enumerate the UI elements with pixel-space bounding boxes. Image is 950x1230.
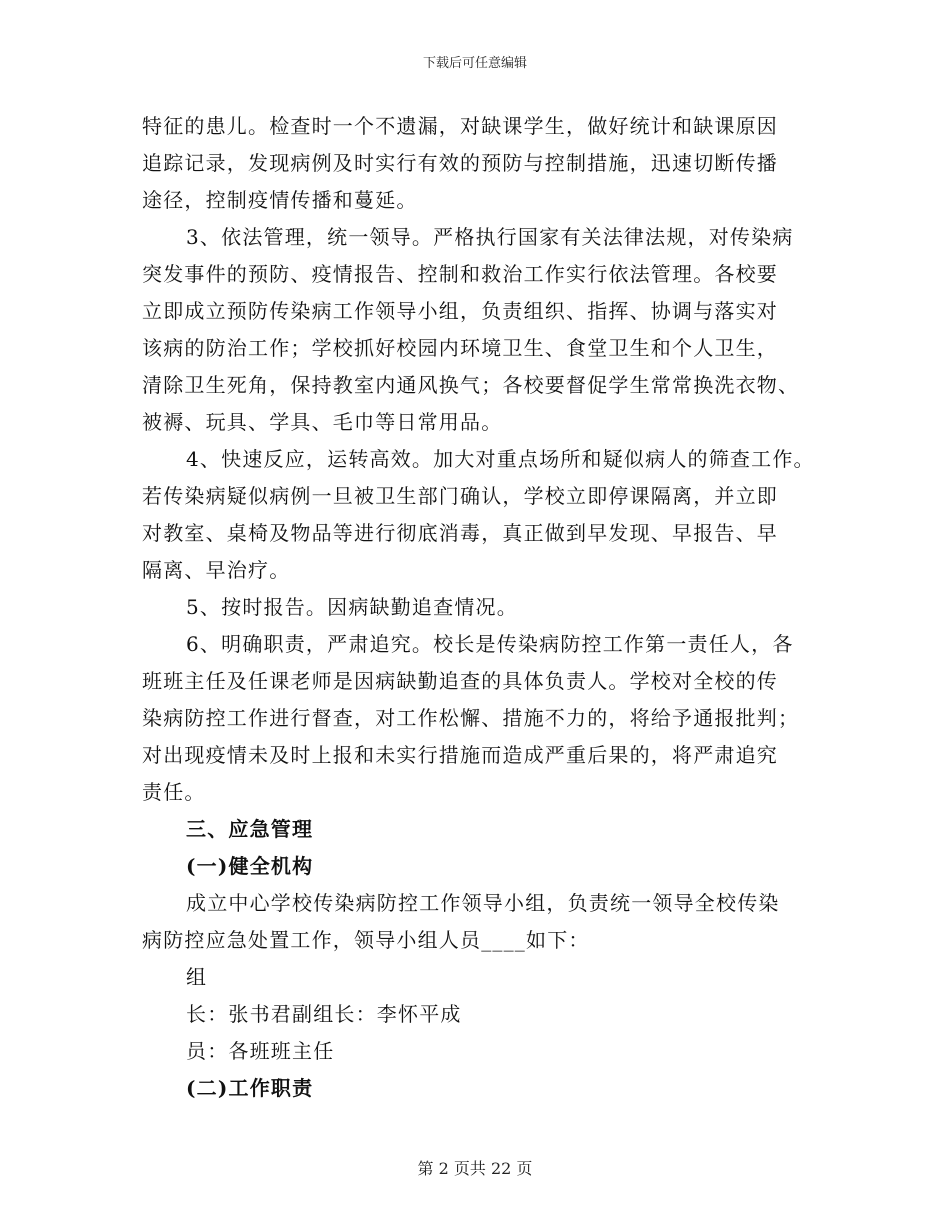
paragraph-line: 追踪记录，发现病例及时实行有效的预防与控制措施，迅速切断传播 [142,151,778,175]
paragraph-line: 突发事件的预防、疫情报告、控制和救治工作实行依法管理。各校要 [142,262,778,286]
subsection-heading: (一)健全机构 [186,854,314,878]
paragraph-line: 特征的患儿。检查时一个不遗漏，对缺课学生，做好统计和缺课原因 [142,114,778,138]
paragraph-line: 成立中心学校传染病防控工作领导小组，负责统一领导全校传染 [186,891,780,915]
paragraph-line: 若传染病疑似病例一旦被卫生部门确认，学校立即停课隔离，并立即 [142,484,778,508]
page-header: 下载后可任意编辑 [422,56,527,71]
paragraph-line: 4、快速反应，运转高效。加大对重点场所和疑似病人的筛查工作。 [186,447,815,471]
paragraph-line: 6、明确职责，严肃追究。校长是传染病防控工作第一责任人，各 [186,632,794,656]
paragraph-line: 该病的防治工作；学校抓好校园内环境卫生、食堂卫生和个人卫生， [142,336,778,360]
paragraph-line: 对教室、桌椅及物品等进行彻底消毒，真正做到早发现、早报告、早 [142,521,778,545]
paragraph-line: 员：各班班主任 [186,1039,335,1063]
paragraph-line: 责任。 [142,780,206,804]
paragraph-line: 染病防控工作进行督查，对工作松懈、措施不力的，将给予通报批判； [142,706,800,730]
paragraph-line: 组 [186,965,208,989]
paragraph-line: 隔离、早治疗。 [142,558,291,582]
section-heading: 三、应急管理 [186,817,314,841]
paragraph-line: 清除卫生死角，保持教室内通风换气；各校要督促学生常常换洗衣物、 [142,373,800,397]
subsection-heading: (二)工作职责 [186,1076,314,1100]
paragraph-line: 长：张书君副组长：李怀平成 [186,1002,462,1026]
paragraph-line: 班班主任及任课老师是因病缺勤追查的具体负责人。学校对全校的传 [142,669,778,693]
paragraph-line: 被褥、玩具、学具、毛巾等日常用品。 [142,410,503,434]
paragraph-line: 对出现疫情未及时上报和未实行措施而造成严重后果的，将严肃追究 [142,743,778,767]
paragraph-line: 5、按时报告。因病缺勤追查情况。 [186,595,518,619]
paragraph-line: 3、依法管理，统一领导。严格执行国家有关法律法规，对传染病 [186,225,794,249]
document-body [142,108,822,1107]
paragraph-line: 病防控应急处置工作，领导小组人员____如下： [142,928,590,952]
page-footer: 第 2 页共 22 页 [417,1159,533,1178]
paragraph-line: 途径，控制疫情传播和蔓延。 [142,188,418,212]
paragraph-line: 立即成立预防传染病工作领导小组，负责组织、指挥、协调与落实对 [142,299,778,323]
